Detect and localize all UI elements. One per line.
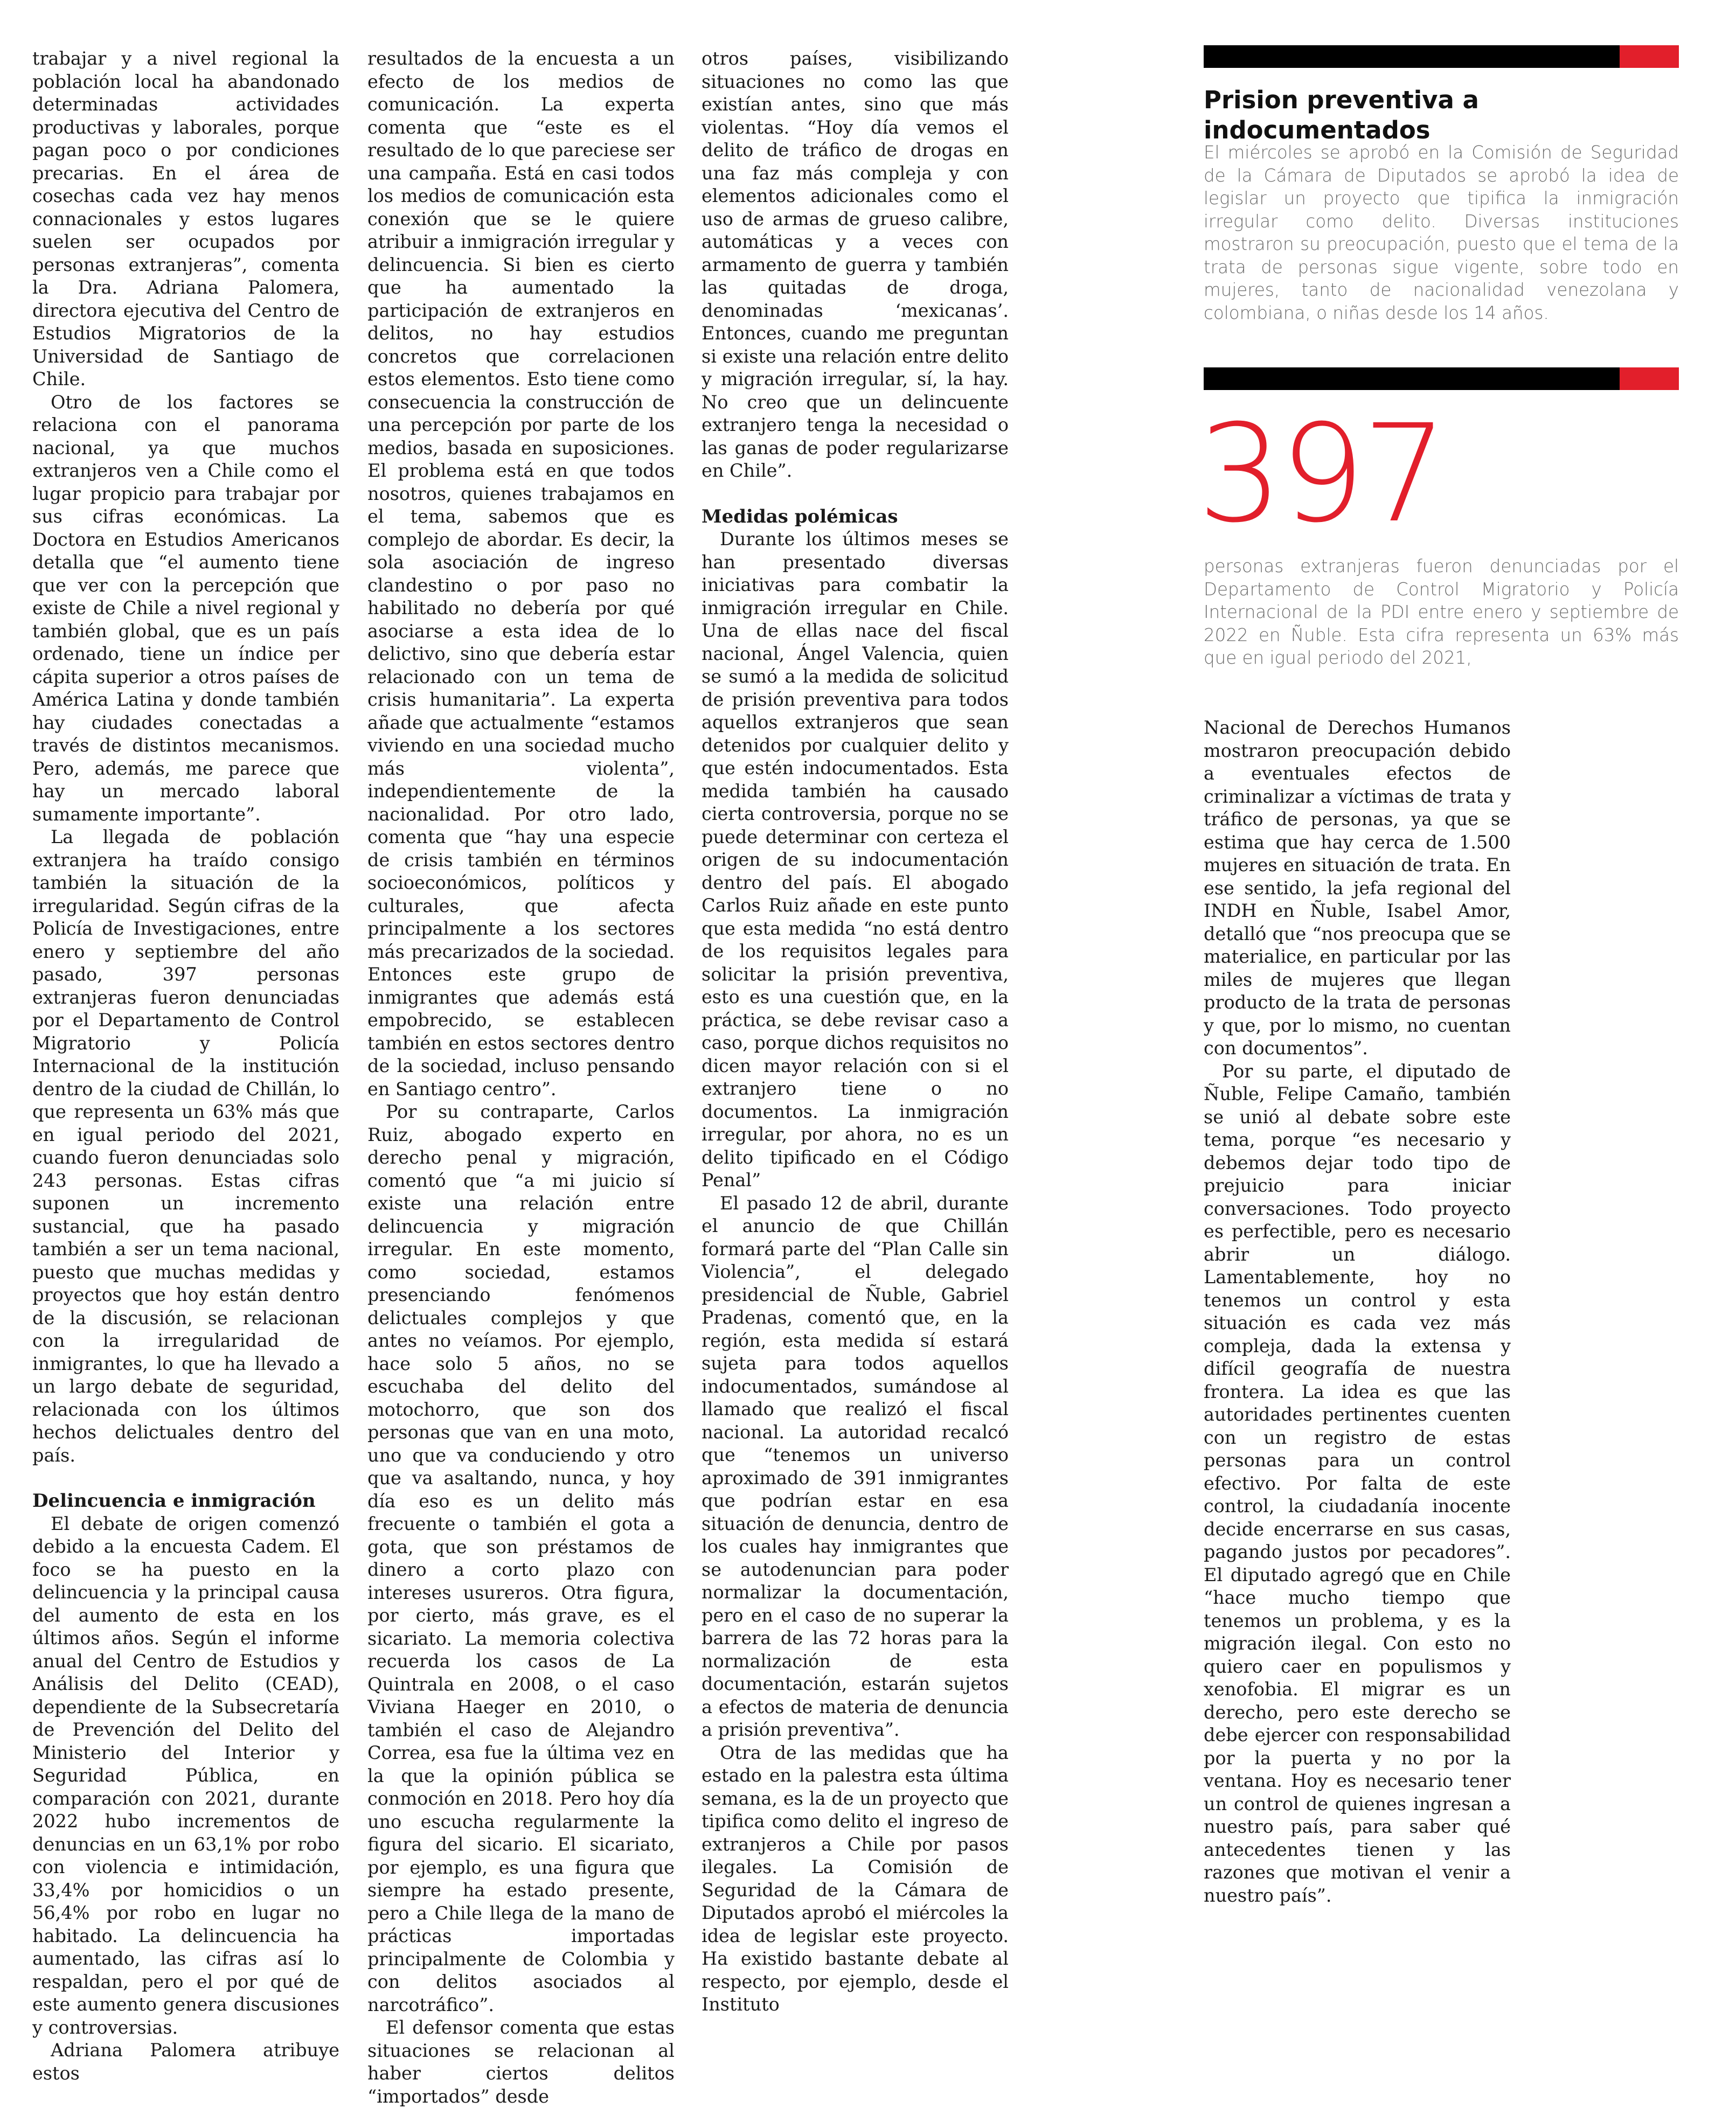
- paragraph: Otro de los factores se relaciona con el panorama nacional, ya que muchos extranjeros ven a Chile como el lugar propicio para trabajar por sus cifras económicas. La Doctora en Estudios Americanos detalla que “el aumento tiene que ver con la percepción que existe de Chile a nivel regional y también global, que es un país ordenado, tiene un índice per cápita superior a otros países de América Latina y donde también hay ciudades conectadas a través de distintos mecanismos. Pero, además, me parece que hay un mercado laboral sumamente importante”.: [32, 391, 339, 825]
- paragraph: Adriana Palomera atribuye estos: [32, 2040, 339, 2084]
- paragraph: Por su parte, el diputado de Ñuble, Felipe Camaño, también se unió al debate sobre este tema, porque “es necesario y debemos dejar todo tipo de prejuicio para iniciar conversaciones. Todo proyecto es perfectible, pero es necesario abrir un diálogo. Lamentablemente, hoy no tenemos un control y esta situación es cada vez más compleja, dada la extensa y difícil geografía de nuestra frontera. La idea es que las autoridades pertinentes cuenten con un registro de estas personas para un control efectivo. Por falta de este control, la ciudadanía inocente decide encerrarse en sus casas, pagando justos por pecadores”. El diputado agregó que en Chile “hace mucho tiempo que tenemos un problema, y es la migración ilegal. Con esto no quiero caer en populismos y xenofobia. El migrar es un derecho, pero este derecho se debe ejercer con responsabilidad por la puerta y no por la ventana. Hoy es necesario tener un control de quienes ingresan a nuestro país, para saber qué antecedentes tienen y las razones que motivan el venir a nuestro país”.: [1204, 1060, 1511, 1906]
- paragraph: La llegada de población extranjera ha traído consigo también la situación de la irregularidad. Según cifras de la Policía de Investigaciones, entre enero y septiembre del año pasado, 397 personas extranjeras fueron denunciadas por el Departamento de Control Migratorio y Policía Internacional de la institución dentro de la ciudad de Chillán, lo que representa un 63% más que en igual periodo del 2021, cuando fueron denunciadas solo 243 personas. Estas cifras suponen un incremento sustancial, que ha pasado también a ser un tema nacional, puesto que muchas medidas y proyectos que hoy están dentro de la discusión, se relacionan con la irregularidad de inmigrantes, lo que ha llevado a un largo debate de seguridad, relacionada con los últimos hechos delictuales dentro del país.: [32, 826, 339, 1466]
- article-column-2: [367, 47, 675, 2108]
- paragraph: El debate de origen comenzó debido a la encuesta Cadem. El foco se ha puesto en la delincuencia y la principal causa del aumento de esta en los últimos años. Según el informe anual del Centro de Estudios y Análisis del Delito (CEAD), dependiente de la Subsecretaría de Prevención del Delito del Ministerio del Interior y Seguridad Pública, en comparación con 2021, durante 2022 hubo incrementos de denuncias en un 63,1% por robo con violencia e intimidación, 33,4% por homicidios o un 56,4% por robo en lugar no habitado. La delincuencia ha aumentado, las cifras así lo respaldan, pero el por qué de este aumento genera discusiones y controversias.: [32, 1513, 339, 2038]
- sidebar-text: El miércoles se aprobó en la Comisión de Seguridad de la Cámara de Diputados se aprobó la idea de legislar un proyecto que tipifica la inmigración irregular como delito. Diversas instituciones mostraron su preocupación, puesto que el tema de la trata de personas sigue vigente, sobre todo en mujeres, tanto de nacionalidad venezolana y colombiana, o niñas desde los 14 años.: [1204, 142, 1679, 323]
- accent-block: [1620, 367, 1679, 390]
- paragraph: El defensor comenta que estas situaciones se relacionan al haber ciertos delitos “importados” desde: [367, 2017, 675, 2107]
- paragraph: otros países, visibilizando situaciones no como las que existían antes, sino que más violentas. “Hoy día vemos el delito de tráfico de drogas en una faz más compleja y con elementos adicionales como el uso de armas de grueso calibre, automáticas y a veces con armamento de guerra y también las quitadas de droga, denominadas ‘mexicanas’. Entonces, cuando me preguntan si existe una relación entre delito y migración irregular, sí, la hay. No creo que un delincuente extranjero tenga la necesidad o las ganas de poder regularizarse en Chile”.: [702, 48, 1009, 481]
- paragraph: El pasado 12 de abril, durante el anuncio de que Chillán formará parte del “Plan Calle sin Violencia”, el delegado presidencial de Ñuble, Gabriel Pradenas, comentó que, en la región, esta medida sí estará sujeta para todos aquellos indocumentados, sumándose al llamado que realizó el fiscal nacional. La autoridad recalcó que “tenemos un universo aproximado de 391 inmigrantes que podrían estar en esa situación de denuncia, dentro de los cuales hay inmigrantes que se autodenuncian para poder normalizar la documentación, pero en el caso de no superar la barrera de las 72 horas para la normalización de esta documentación, estarán sujetos a efectos de materia de denuncia a prisión preventiva”.: [702, 1192, 1009, 1740]
- section-heading: Medidas polémicas: [702, 505, 898, 527]
- paragraph: Nacional de Derechos Humanos mostraron preocupación debido a eventuales efectos de criminalizar a víctimas de trata y tráfico de personas, ya que se estima que hay cerca de 1.500 mujeres en situación de trata. En ese sentido, la jefa regional del INDH en Ñuble, Isabel Amor, detalló que “nos preocupa que se materialice, en particular por las miles de mujeres que llegan producto de la trata de personas y que, por lo mismo, no cuentan con documentos”.: [1204, 717, 1511, 1059]
- article-column-1: [32, 47, 339, 2085]
- highlight-caption: personas extranjeras fueron denunciadas por el Departamento de Control Migratorio y Policía Internacional de la PDI entre enero y septiembre de 2022 en Ñuble. Esta cifra representa un 63% más que en igual periodo del 2021,: [1204, 556, 1679, 668]
- section-heading: Delincuencia e inmigración: [32, 1490, 316, 1512]
- paragraph: trabajar y a nivel regional la población local ha abandonado determinadas actividades productivas y laborales, porque pagan poco o por condiciones precarias. En el área de cosechas cada vez hay menos connacionales y estos lugares suelen ser ocupados por personas extranjeras”, comenta la Dra. Adriana Palomera, directora ejecutiva del Centro de Estudios Migratorios de la Universidad de Santiago de Chile.: [32, 48, 339, 389]
- accent-block: [1620, 45, 1679, 68]
- sidebar-divider-bar: [1204, 367, 1679, 390]
- paragraph: Otra de las medidas que ha estado en la palestra esta última semana, es la de un proyecto que tipifica como delito el ingreso de extranjeros a Chile por pasos ilegales. La Comisión de Seguridad de la Cámara de Diputados aprobó el miércoles la idea de legislar este proyecto. Ha existido bastante debate al respecto, por ejemplo, desde el Instituto: [702, 1742, 1009, 2015]
- article-column-3: [702, 47, 1009, 2016]
- sidebar-divider-bar: [1204, 45, 1679, 68]
- article-column-4: [1204, 716, 1511, 1907]
- paragraph: Durante los últimos meses se han presentado diversas iniciativas para combatir la inmigración irregular en Chile. Una de ellas nace del fiscal nacional, Ángel Valencia, quien se sumó a la medida de solicitud de prisión preventiva para todos aquellos extranjeros que sean detenidos por cualquier delito y que estén indocumentados. Esta medida también ha causado cierta controversia, porque no se puede determinar con certeza el origen de su indocumentación dentro del país. El abogado Carlos Ruiz añade en este punto que esta medida “no está dentro de los requisitos legales para solicitar la prisión preventiva, esto es una cuestión que, en la práctica, se debe revisar caso a caso, porque dichos requisitos no dicen mayor relación con si el extranjero tiene o no documentos. La inmigración irregular, por ahora, no es un delito tipificado en el Código Penal”: [702, 528, 1009, 1191]
- paragraph: resultados de la encuesta a un efecto de los medios de comunicación. La experta comenta que “este es el resultado de lo que pareciese ser una campaña. Está en casi todos los medios de comunicación esta conexión que se le quiere atribuir a inmigración irregular y delincuencia. Si bien es cierto que ha aumentado la participación de extranjeros en delitos, no hay estudios concretos que correlacionen estos elementos. Esto tiene como consecuencia la construcción de una percepción por parte de los medios, basada en suposiciones. El problema está en que todos nosotros, quienes trabajamos en el tema, sabemos que es complejo de abordar. Es decir, la sola asociación de ingreso clandestino o por paso no habilitado no debería por qué asociarse a esta idea de lo delictivo, sino que debería estar relacionado con un tema de crisis humanitaria”. La experta añade que actualmente “estamos viviendo en una sociedad mucho más violenta”, independientemente de la nacionalidad. Por otro lado, comenta que “hay una especie de crisis también en términos socioeconómicos, políticos y culturales, que afecta principalmente a los sectores más precarizados de la sociedad. Entonces este grupo de inmigrantes que además está empobrecido, se establecen también en estos sectores dentro de la sociedad, incluso pensando en Santiago centro”.: [367, 48, 675, 1100]
- paragraph: Por su contraparte, Carlos Ruiz, abogado experto en derecho penal y migración, comentó que “a mi juicio sí existe una relación entre delincuencia y migración irregular. En este momento, como sociedad, estamos presenciando fenómenos delictuales complejos y que antes no veíamos. Por ejemplo, hace solo 5 años, no se escuchaba del delito del motochorro, que son dos personas que van en una moto, uno que va conduciendo y otro que va asaltando, nunca, y hoy día eso es un delito más frecuente o también el gota a gota, que son préstamos de dinero a corto plazo con intereses usureros. Otra figura, por cierto, más grave, es el sicariato. La memoria colectiva recuerda los casos de La Quintrala en 2008, o el caso Viviana Haeger en 2010, o también el caso de Alejandro Correa, esa fue la última vez en la que la opinión pública se conmoción en 2018. Pero hoy día uno escucha regularmente la figura del sicario. El sicariato, por ejemplo, es una figura que siempre ha estado presente, pero a Chile llega de la mano de prácticas importadas principalmente de Colombia y con delitos asociados al narcotráfico”.: [367, 1101, 675, 2015]
- sidebar-title: Prision preventiva a indocumentados: [1204, 86, 1479, 144]
- highlight-number: 397: [1197, 395, 1445, 552]
